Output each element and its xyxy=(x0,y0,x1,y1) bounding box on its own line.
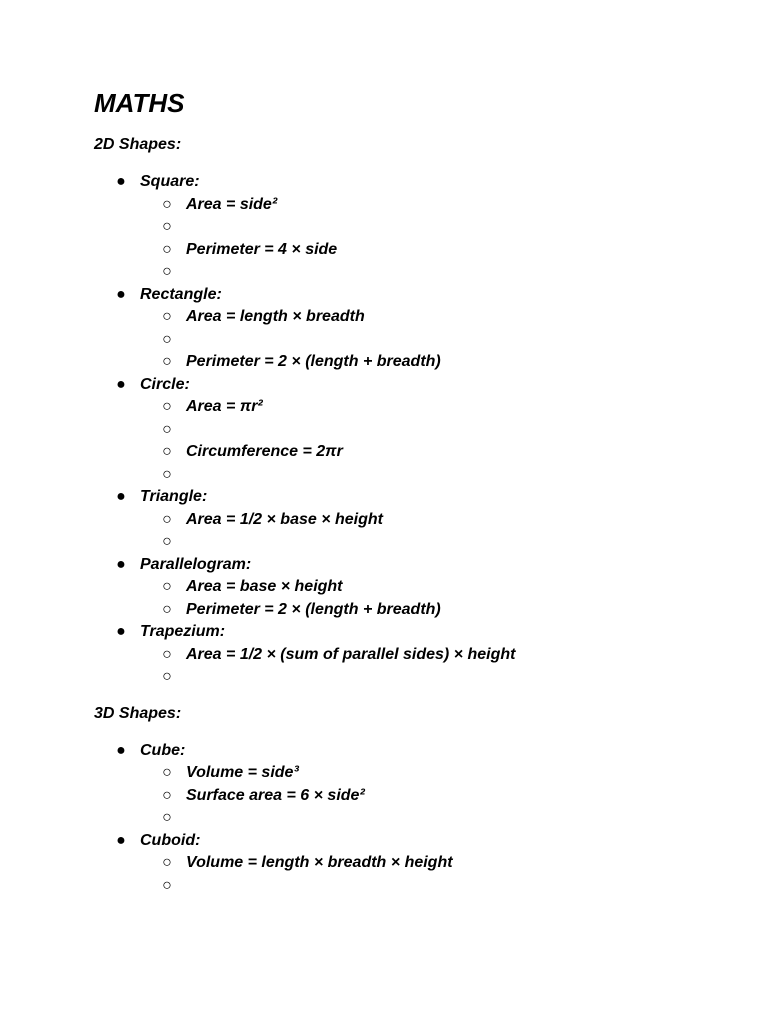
formula-item xyxy=(140,351,768,374)
filled-bullet-icon: ● xyxy=(116,173,126,190)
formula-item xyxy=(140,666,768,689)
shape-item xyxy=(94,740,768,830)
shape-item xyxy=(94,374,768,487)
formula-text: Perimeter = 2 × (length + breadth) xyxy=(186,353,441,370)
formula-item xyxy=(140,576,768,599)
formula-text: Circumference = 2πr xyxy=(186,443,343,460)
formula-list xyxy=(140,194,768,284)
formula-text: Perimeter = 2 × (length + breadth) xyxy=(186,600,441,618)
formula-text: Area = length × breadth xyxy=(186,308,365,325)
hollow-bullet-icon: ○ xyxy=(162,398,172,415)
shape-name: Circle: xyxy=(140,375,190,393)
shape-list xyxy=(94,740,768,898)
shape-name: Cube: xyxy=(140,741,186,759)
formula-text: Volume = side³ xyxy=(186,764,299,781)
shape-row xyxy=(116,554,768,577)
hollow-bullet-icon: ○ xyxy=(162,420,172,438)
filled-bullet-icon: ● xyxy=(116,285,126,303)
formula-list xyxy=(140,644,768,689)
shape-item xyxy=(94,554,768,622)
formula-text: Area = 1/2 × (sum of parallel sides) × height xyxy=(186,645,516,663)
formula-list xyxy=(140,762,768,830)
formula-text: Area = 1/2 × base × height xyxy=(186,510,383,528)
formula-text: Perimeter = 4 × side xyxy=(186,240,338,258)
hollow-bullet-icon: ○ xyxy=(162,330,172,348)
formula-text: Area = base × height xyxy=(186,578,343,595)
shape-name: Parallelogram: xyxy=(140,555,252,573)
formula-item xyxy=(140,419,768,442)
formula-list xyxy=(140,396,768,486)
section-heading: 3D Shapes: xyxy=(94,704,182,722)
formula-item xyxy=(140,216,768,239)
hollow-bullet-icon: ○ xyxy=(162,353,172,370)
formula-list xyxy=(140,852,768,897)
formula-item xyxy=(140,329,768,352)
section-heading: 2D Shapes: xyxy=(94,136,182,153)
filled-bullet-icon: ● xyxy=(116,623,126,640)
formula-text: Area = side² xyxy=(186,195,278,213)
shape-row xyxy=(116,830,768,853)
hollow-bullet-icon: ○ xyxy=(162,578,172,595)
filled-bullet-icon: ● xyxy=(116,831,126,849)
formula-item xyxy=(140,599,768,622)
formula-text: Area = πr² xyxy=(186,398,263,415)
hollow-bullet-icon: ○ xyxy=(162,668,172,685)
shape-row xyxy=(116,486,768,509)
filled-bullet-icon: ● xyxy=(116,488,126,505)
shape-row xyxy=(116,740,768,763)
shape-list xyxy=(94,171,768,689)
shape-name: Rectangle: xyxy=(140,285,222,303)
formula-item xyxy=(140,464,768,487)
hollow-bullet-icon: ○ xyxy=(162,240,172,258)
formula-item xyxy=(140,785,768,808)
shape-item xyxy=(94,830,768,898)
formula-item xyxy=(140,194,768,217)
formula-item xyxy=(140,239,768,262)
formula-list xyxy=(140,306,768,374)
formula-item xyxy=(140,441,768,464)
hollow-bullet-icon: ○ xyxy=(162,465,172,483)
formula-item xyxy=(140,762,768,785)
shape-row xyxy=(116,621,768,644)
formula-text: Surface area = 6 × side² xyxy=(186,786,365,804)
hollow-bullet-icon: ○ xyxy=(162,195,172,213)
formula-item xyxy=(140,852,768,875)
hollow-bullet-icon: ○ xyxy=(162,218,172,235)
hollow-bullet-icon: ○ xyxy=(162,510,172,528)
formula-list xyxy=(140,509,768,554)
formula-item xyxy=(140,261,768,284)
hollow-bullet-icon: ○ xyxy=(162,443,172,460)
shape-item xyxy=(94,621,768,689)
hollow-bullet-icon: ○ xyxy=(162,645,172,663)
hollow-bullet-icon: ○ xyxy=(162,876,172,894)
hollow-bullet-icon: ○ xyxy=(162,809,172,826)
shape-name: Cuboid: xyxy=(140,831,201,849)
formula-item xyxy=(140,396,768,419)
formula-list xyxy=(140,576,768,621)
shape-item xyxy=(94,284,768,374)
shape-item xyxy=(94,486,768,554)
formula-item xyxy=(140,875,768,898)
hollow-bullet-icon: ○ xyxy=(162,854,172,871)
filled-bullet-icon: ● xyxy=(116,741,126,759)
shape-row xyxy=(116,171,768,194)
hollow-bullet-icon: ○ xyxy=(162,764,172,781)
shape-row xyxy=(116,374,768,397)
shape-row xyxy=(116,284,768,307)
formula-item xyxy=(140,807,768,830)
hollow-bullet-icon: ○ xyxy=(162,786,172,804)
shape-name: Triangle: xyxy=(140,488,208,505)
hollow-bullet-icon: ○ xyxy=(162,600,172,618)
shape-name: Trapezium: xyxy=(140,623,226,640)
formula-text: Volume = length × breadth × height xyxy=(186,854,453,871)
document-body xyxy=(94,134,768,897)
document-title: MATHS xyxy=(94,88,185,118)
hollow-bullet-icon: ○ xyxy=(162,308,172,325)
filled-bullet-icon: ● xyxy=(116,375,126,393)
formula-item xyxy=(140,644,768,667)
hollow-bullet-icon: ○ xyxy=(162,263,172,280)
shape-name: Square: xyxy=(140,173,200,190)
formula-item xyxy=(140,306,768,329)
shape-item xyxy=(94,171,768,284)
formula-item xyxy=(140,509,768,532)
formula-item xyxy=(140,531,768,554)
filled-bullet-icon: ● xyxy=(116,555,126,573)
hollow-bullet-icon: ○ xyxy=(162,533,172,550)
